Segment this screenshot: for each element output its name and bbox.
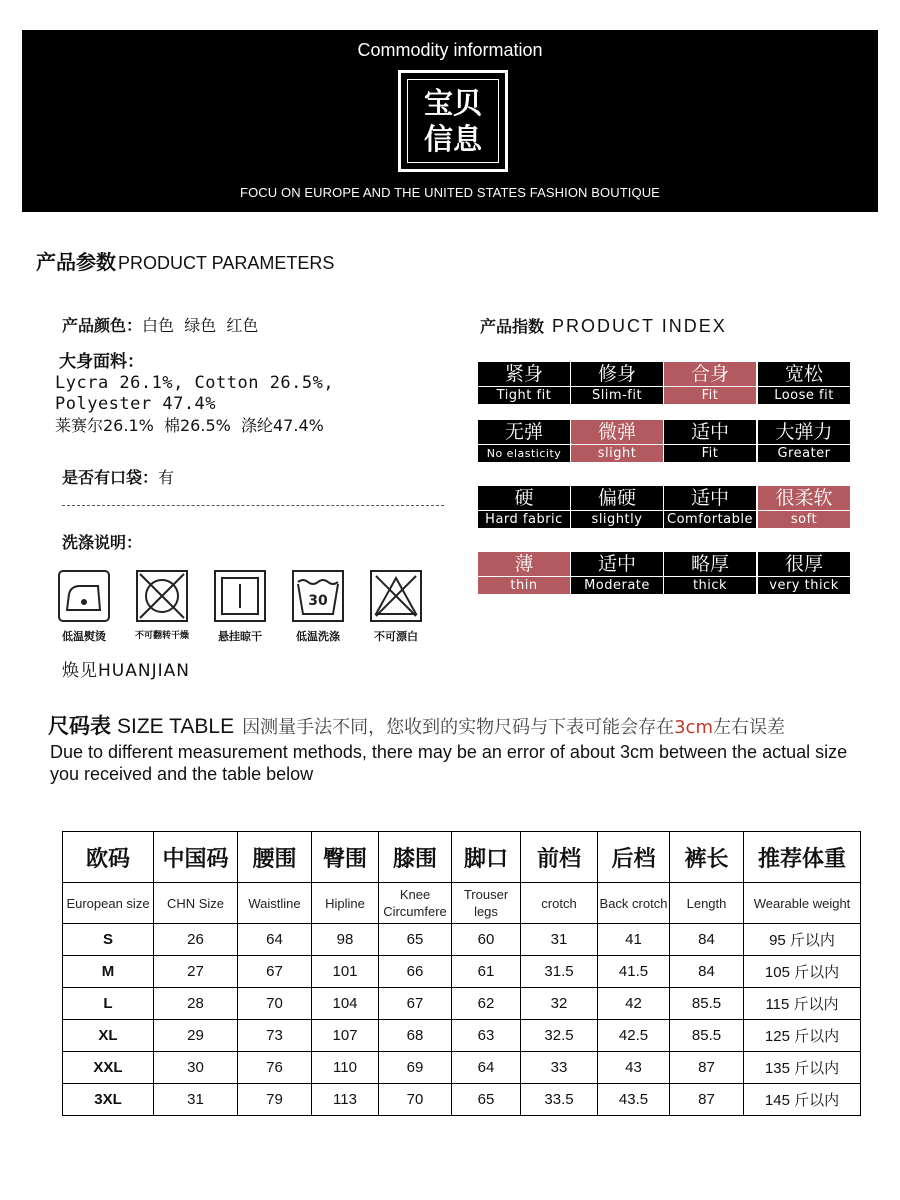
table-cell: 27 [154, 956, 238, 988]
table-cell: 68 [379, 1020, 452, 1052]
table-cell: 115 斤以内 [744, 988, 861, 1020]
pocket-label: 是否有口袋： [62, 468, 159, 487]
table-header-zh [63, 832, 861, 883]
table-cell: 60 [452, 924, 521, 956]
index-cell-zh: 适中 [664, 420, 756, 445]
table-cell: 62 [452, 988, 521, 1020]
wash-caption: 低温熨烫 [62, 630, 106, 643]
table-row [63, 1052, 861, 1084]
index-cell-zh: 宽松 [758, 362, 850, 387]
table-cell: 65 [379, 924, 452, 956]
no-tumble-dry-icon [136, 570, 188, 622]
note-before: 因测量手法不同，您收到的实物尺码与下表可能会存在 [242, 717, 675, 738]
table-cell: 69 [379, 1052, 452, 1084]
table-cell: Knee Circumfere [379, 883, 452, 924]
hang-dry-icon [214, 570, 266, 622]
index-cell-en: Tight fit [496, 388, 552, 403]
wash-temperature: 30 [308, 593, 328, 609]
table-cell: 43 [598, 1052, 670, 1084]
index-cell-zh: 微弹 [571, 420, 663, 445]
index-cell-zh: 很柔软 [758, 486, 850, 511]
index-cell [571, 486, 663, 528]
table-cell: 61 [452, 956, 521, 988]
wash-icons [58, 570, 438, 650]
table-row [63, 988, 861, 1020]
table-cell: 64 [238, 924, 312, 956]
index-cell [478, 486, 570, 528]
index-cell-zh: 无弹 [478, 420, 570, 445]
no-bleach-icon [370, 570, 422, 622]
index-cell-en: No elasticity [486, 447, 562, 460]
table-cell: XXL [63, 1052, 154, 1084]
index-cell-en: Moderate [584, 578, 650, 593]
size-table-heading [48, 710, 785, 740]
table-cell: XL [63, 1020, 154, 1052]
table-cell: 67 [238, 956, 312, 988]
note-after: 左右误差 [713, 717, 785, 738]
table-cell: 26 [154, 924, 238, 956]
table-cell: 后档 [598, 832, 670, 883]
table-cell: M [63, 956, 154, 988]
color-label: 产品颜色： [62, 316, 143, 335]
index-cell-en: Slim-fit [591, 388, 643, 403]
wash-30-icon [292, 570, 344, 622]
table-cell: 110 [312, 1052, 379, 1084]
table-cell: 70 [379, 1084, 452, 1116]
fabric-info [55, 352, 334, 436]
table-cell: Hipline [312, 883, 379, 924]
table-cell: L [63, 988, 154, 1020]
table-cell: 105 斤以内 [744, 956, 861, 988]
table-cell: 31 [154, 1084, 238, 1116]
table-cell: 104 [312, 988, 379, 1020]
table-cell: 85.5 [670, 1020, 744, 1052]
index-cell-en: thin [510, 578, 538, 593]
table-cell: Wearable weight [744, 883, 861, 924]
size-title-en: SIZE TABLE [117, 715, 235, 738]
table-cell: 41.5 [598, 956, 670, 988]
index-cell-zh: 略厚 [664, 552, 756, 577]
table-cell: 臀围 [312, 832, 379, 883]
index-cell-en: Hard fabric [485, 512, 563, 527]
table-row [63, 1020, 861, 1052]
table-cell: 76 [238, 1052, 312, 1084]
index-cell-en: very thick [769, 578, 839, 593]
table-cell: 85.5 [670, 988, 744, 1020]
wash-caption: 不可漂白 [374, 630, 418, 643]
index-cell-zh: 合身 [664, 362, 756, 387]
table-cell: CHN Size [154, 883, 238, 924]
table-cell: 28 [154, 988, 238, 1020]
table-cell: 125 斤以内 [744, 1020, 861, 1052]
table-cell: 113 [312, 1084, 379, 1116]
wash-caption: 低温洗涤 [296, 630, 340, 643]
index-cell-en: slightly [591, 512, 643, 527]
table-row [63, 956, 861, 988]
table-cell: 31 [521, 924, 598, 956]
index-cell-en: Fit [701, 446, 719, 461]
index-cell [758, 362, 850, 404]
index-cell-selected [664, 362, 756, 404]
fabric-line-2: Polyester 47.4% [55, 394, 217, 414]
table-cell: S [63, 924, 154, 956]
note-highlight: 3cm [674, 717, 713, 738]
table-cell: 101 [312, 956, 379, 988]
index-cell [571, 362, 663, 404]
table-cell: 脚口 [452, 832, 521, 883]
table-cell: 135 斤以内 [744, 1052, 861, 1084]
table-cell: Waistline [238, 883, 312, 924]
table-cell: 145 斤以内 [744, 1084, 861, 1116]
table-cell: crotch [521, 883, 598, 924]
index-cell [664, 420, 756, 462]
index-cell-zh: 薄 [478, 552, 570, 577]
table-cell: 66 [379, 956, 452, 988]
table-cell: 31.5 [521, 956, 598, 988]
index-cell [664, 486, 756, 528]
pocket-value: 有 [158, 468, 175, 487]
index-cell-zh: 很厚 [758, 552, 850, 577]
table-cell: 107 [312, 1020, 379, 1052]
table-cell: 41 [598, 924, 670, 956]
fabric-line-1: Lycra 26.1%, Cotton 26.5%, [55, 373, 335, 393]
table-cell: 中国码 [154, 832, 238, 883]
table-cell: 3XL [63, 1084, 154, 1116]
index-cell [758, 420, 850, 462]
table-row [63, 1084, 861, 1116]
index-cell-selected [478, 552, 570, 594]
index-cell-zh: 硬 [478, 486, 570, 511]
index-cell-en: Fit [701, 388, 719, 403]
color-value: 白色 绿色 红色 [142, 316, 259, 335]
index-cell-en: Comfortable [667, 512, 753, 527]
index-cell [571, 552, 663, 594]
brand-name: 焕见HUANJIAN [62, 661, 190, 681]
table-cell: 32.5 [521, 1020, 598, 1052]
wash-instructions-title: 洗涤说明： [62, 533, 143, 552]
index-cell-zh: 适中 [664, 486, 756, 511]
index-cell [664, 552, 756, 594]
wash-item [46, 570, 122, 644]
table-cell: 98 [312, 924, 379, 956]
wash-item [358, 570, 434, 644]
table-cell: 43.5 [598, 1084, 670, 1116]
index-cell [758, 552, 850, 594]
wash-item [280, 570, 356, 644]
wash-item [202, 570, 278, 644]
banner-title: 宝贝 信息 [407, 79, 499, 163]
banner-title-box [398, 70, 508, 172]
heading-en: PRODUCT PARAMETERS [118, 253, 335, 273]
index-cell-en: Greater [777, 446, 831, 461]
table-cell: 裤长 [670, 832, 744, 883]
table-cell: 67 [379, 988, 452, 1020]
index-cell-zh: 修身 [571, 362, 663, 387]
table-cell: 欧码 [63, 832, 154, 883]
index-row [478, 362, 850, 404]
product-color [62, 313, 258, 336]
table-cell: 32 [521, 988, 598, 1020]
table-cell: Length [670, 883, 744, 924]
index-cell-en: Loose fit [774, 388, 834, 403]
pocket-info [62, 465, 174, 488]
index-cell-zh: 紧身 [478, 362, 570, 387]
banner-subtitle: Commodity information [357, 40, 543, 60]
table-cell: 33 [521, 1052, 598, 1084]
index-cell-zh: 大弹力 [758, 420, 850, 445]
fabric-label: 大身面料： [59, 352, 144, 372]
table-cell: 95 斤以内 [744, 924, 861, 956]
index-title-zh: 产品指数 [480, 317, 545, 336]
table-cell: 42.5 [598, 1020, 670, 1052]
table-cell: 42 [598, 988, 670, 1020]
divider [62, 505, 444, 506]
index-cell [478, 420, 570, 462]
header-banner [22, 30, 878, 212]
table-cell: 33.5 [521, 1084, 598, 1116]
product-index-heading [480, 314, 727, 337]
table-cell: 推荐体重 [744, 832, 861, 883]
table-cell: 63 [452, 1020, 521, 1052]
table-cell: 73 [238, 1020, 312, 1052]
wash-caption: 悬挂晾干 [218, 630, 262, 643]
index-cell-selected [758, 486, 850, 528]
size-note-en: Due to different measurement methods, there may be an error of about 3cm between the actual size you received and the table below [50, 742, 848, 784]
table-cell: European size [63, 883, 154, 924]
table-cell: 30 [154, 1052, 238, 1084]
table-cell: 70 [238, 988, 312, 1020]
table-cell: 79 [238, 1084, 312, 1116]
index-cell-en: slight [597, 446, 637, 461]
index-cell-zh: 偏硬 [571, 486, 663, 511]
index-cell-selected [571, 420, 663, 462]
index-title-en: PRODUCT INDEX [552, 316, 727, 336]
wash-item [124, 570, 200, 641]
fabric-line-3: 莱赛尔26.1% 棉26.5% 涤纶47.4% [55, 416, 324, 435]
table-cell: 前档 [521, 832, 598, 883]
table-cell: Back crotch [598, 883, 670, 924]
index-row [478, 486, 850, 528]
table-cell: 29 [154, 1020, 238, 1052]
index-cell-en: thick [692, 578, 728, 593]
table-cell: 65 [452, 1084, 521, 1116]
product-parameters-heading [36, 246, 334, 275]
index-row [478, 552, 850, 594]
size-note-zh [242, 717, 785, 738]
size-title-zh: 尺码表 [48, 714, 111, 738]
index-cell-en: soft [790, 512, 818, 527]
index-cell-zh: 适中 [571, 552, 663, 577]
table-row [63, 924, 861, 956]
index-cell [478, 362, 570, 404]
table-cell: 膝围 [379, 832, 452, 883]
table-header-en [63, 883, 861, 924]
wash-caption: 不可翻转干燥 [134, 631, 189, 641]
table-cell: Trouser legs [452, 883, 521, 924]
iron-low-temp-icon [58, 570, 110, 622]
banner-tagline: FOCU ON EUROPE AND THE UNITED STATES FASHION BOUTIQUE [240, 185, 660, 200]
size-table [62, 831, 861, 1116]
table-cell: 84 [670, 924, 744, 956]
table-cell: 腰围 [238, 832, 312, 883]
table-cell: 64 [452, 1052, 521, 1084]
heading-zh: 产品参数 [36, 250, 116, 274]
index-row [478, 420, 850, 462]
table-cell: 84 [670, 956, 744, 988]
table-cell: 87 [670, 1052, 744, 1084]
table-cell: 87 [670, 1084, 744, 1116]
